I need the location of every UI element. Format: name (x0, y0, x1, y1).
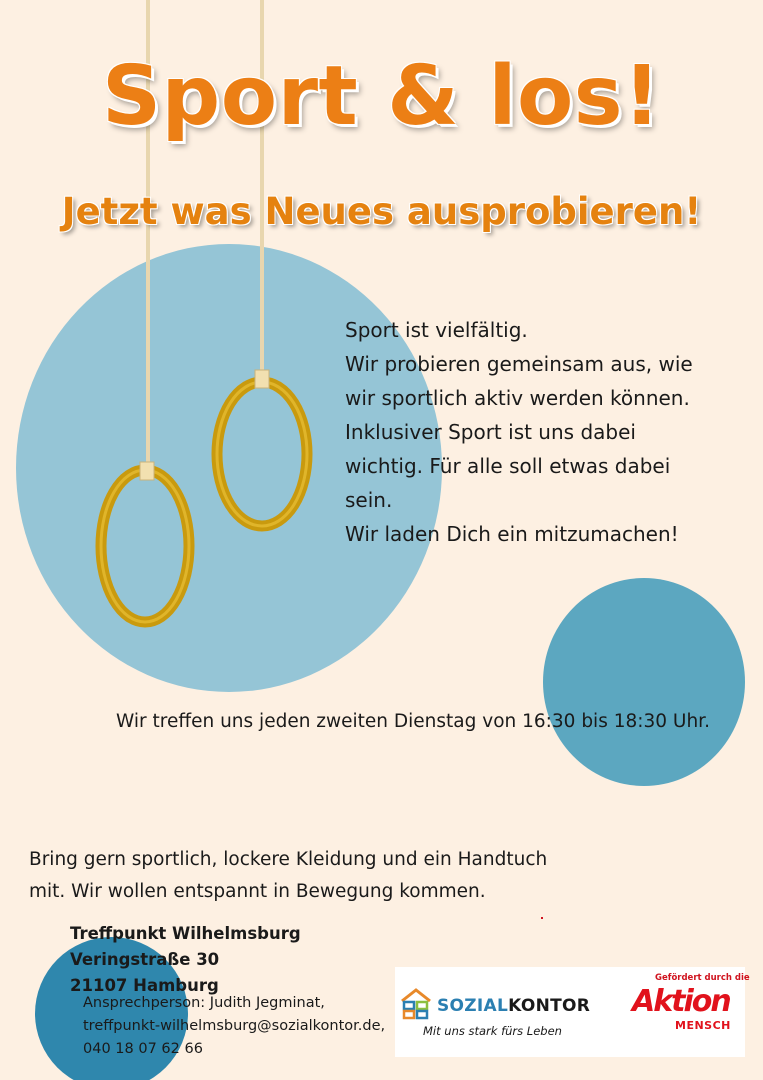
address-street: Veringstraße 30 (70, 950, 220, 969)
intro-line: Wir probieren gemeinsam aus, wie (345, 352, 693, 376)
flyer-subtitle: Jetzt was Neues ausprobieren! (61, 190, 702, 233)
address-city: 21107 Hamburg (70, 976, 219, 995)
aktion-mensch-wordmark: Aktion (632, 984, 730, 1019)
contact-person: Ansprechperson: Judith Jegminat, (83, 995, 325, 1011)
intro-text (345, 313, 735, 551)
aktion-mensch-logo (627, 973, 750, 1049)
meeting-time: Wir treffen uns jeden zweiten Dienstag von 16:30 bis 18:30 Uhr. (116, 711, 710, 732)
intro-line: sein. (345, 488, 393, 512)
ring-left-clip (140, 462, 154, 480)
sozialkontor-tagline: Mit uns stark fürs Leben (423, 1024, 562, 1038)
intro-line: Inklusiver Sport ist uns dabei (345, 420, 636, 444)
sozialkontor-wordmark (437, 996, 590, 1016)
house-icon (399, 987, 433, 1021)
flyer-title: Sport & los! (102, 49, 661, 144)
sozialkontor-logo (399, 987, 591, 1042)
ring-right-clip (255, 370, 269, 388)
sponsor-logos (395, 967, 750, 1057)
contact-phone: 040 18 07 62 66 (83, 1041, 203, 1057)
ring-right-highlight (217, 382, 307, 526)
intro-line: Sport ist vielfältig. (345, 318, 528, 342)
address-name: Treffpunkt Wilhelmsburg (70, 924, 301, 943)
aktion-mensch-funding-note: Gefördert durch die (655, 973, 750, 983)
sozialkontor-wordmark-part: KONTOR (508, 996, 591, 1016)
aktion-mensch-subword: MENSCH (675, 1019, 731, 1032)
bring-text (29, 844, 589, 908)
contact-block (83, 992, 385, 1061)
intro-line: wir sportlich aktiv werden können. (345, 386, 690, 410)
ring-left-highlight (101, 470, 189, 622)
intro-line: wichtig. Für alle soll etwas dabei (345, 454, 671, 478)
bring-line: mit. Wir wollen entspannt in Bewegung kommen. (29, 881, 486, 902)
intro-line: Wir laden Dich ein mitzumachen! (345, 522, 679, 546)
decorative-dot (541, 917, 543, 919)
bring-line: Bring gern sportlich, lockere Kleidung und ein Handtuch (29, 849, 548, 870)
contact-email[interactable]: treffpunkt-wilhelmsburg@sozialkontor.de, (83, 1018, 386, 1034)
sozialkontor-wordmark-part: SOZIAL (437, 996, 509, 1016)
address-block (70, 921, 301, 999)
